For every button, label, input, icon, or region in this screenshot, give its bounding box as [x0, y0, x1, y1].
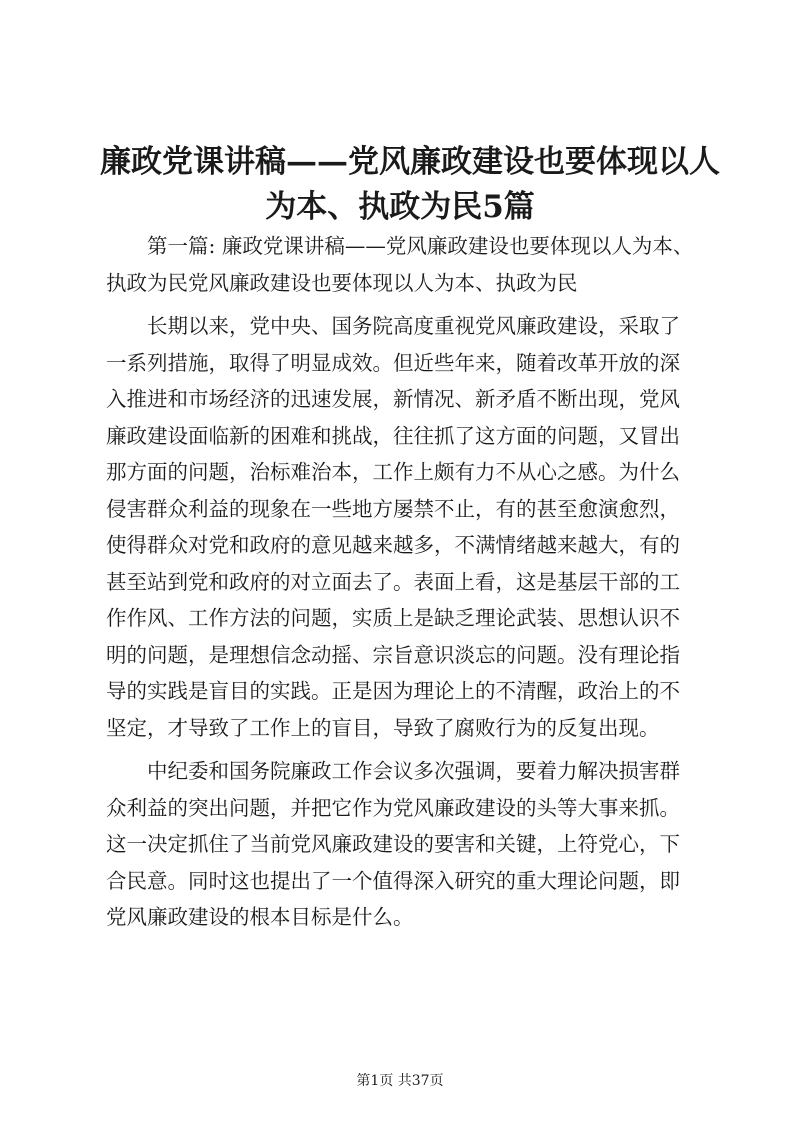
paragraph-line: 坚定，才导致了工作上的盲目，导致了腐败行为的反复出现。 [106, 715, 660, 740]
paragraph-line: 中纪委和国务院廉政工作会议多次强调，要着力解决损害群 [147, 759, 680, 783]
paragraph-line: 作作风、工作方法的问题，实质上是缺乏理论武装、思想认识不 [106, 606, 680, 630]
document-title [100, 140, 720, 230]
paragraph [106, 753, 716, 936]
paragraph-line: 侵害群众利益的现象在一些地方屡禁不止，有的甚至愈演愈烈， [106, 496, 680, 521]
paragraph-line: 一系列措施，取得了明显成效。但近些年来，随着改革开放的深 [106, 350, 680, 375]
paragraph-line: 合民意。同时这也提出了一个值得深入研究的重大理论问题，即 [106, 868, 680, 893]
paragraph-line: 第一篇: 廉政党课讲稿——党风廉政建设也要体现以人为本、 [147, 234, 694, 258]
paragraph-line: 长期以来，党中央、国务院高度重视党风廉政建设，采取了 [147, 314, 680, 338]
title-line: 为本、执政为民5篇 [265, 189, 535, 225]
title-line: 廉政党课讲稿——党风廉政建设也要体现以人 [100, 144, 720, 180]
paragraph-line: 明的问题，是理想信念动摇、宗旨意识淡忘的问题。没有理论指 [106, 642, 680, 667]
paragraph-line: 使得群众对党和政府的意见越来越多，不满情绪越来越大，有的 [106, 533, 680, 557]
paragraph-line: 党风廉政建设的根本目标是什么。 [106, 905, 414, 929]
paragraph-line: 执政为民党风廉政建设也要体现以人为本、执政为民 [106, 270, 578, 295]
page-number-footer: 第1页 共37页 [356, 1073, 444, 1089]
paragraph-line: 甚至站到党和政府的对立面去了。表面上看，这是基层干部的工 [106, 569, 680, 594]
paragraph [106, 308, 716, 746]
document-body [106, 228, 716, 936]
paragraph-line: 这一决定抓住了当前党风廉政建设的要害和关键，上符党心，下 [106, 832, 680, 856]
paragraph-line: 众利益的突出问题，并把它作为党风廉政建设的头等大事来抓。 [106, 795, 680, 820]
paragraph-line: 入推进和市场经济的迅速发展，新情况、新矛盾不断出现，党风 [106, 387, 680, 411]
paragraph-heading [106, 228, 716, 301]
paragraph-line: 那方面的问题，治标难治本，工作上颇有力不从心之感。为什么 [106, 460, 680, 484]
paragraph-line: 廉政建设面临新的困难和挑战，往往抓了这方面的问题，又冒出 [106, 423, 680, 448]
paragraph-line: 导的实践是盲目的实践。正是因为理论上的不清醒，政治上的不 [106, 679, 680, 703]
